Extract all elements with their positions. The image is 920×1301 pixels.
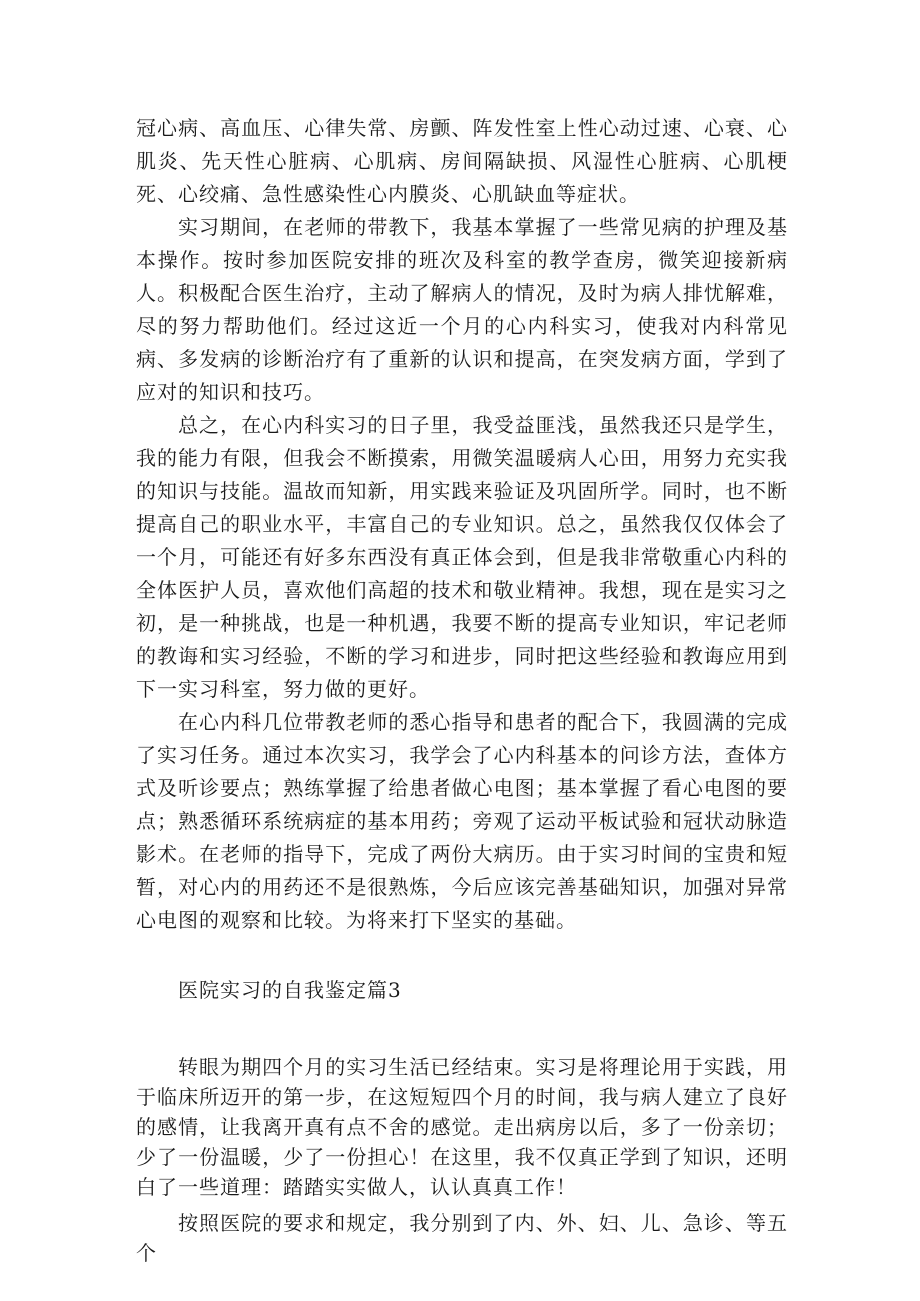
paragraph-internship-period: 实习期间，在老师的带教下，我基本掌握了一些常见病的护理及基本操作。按时参加医院安排的班次及科室的教学查房，微笑迎接新病人。积极配合医生治疗，主动了解病人的情况，及时为病人排忧解难，尽的努力帮助他们。经过这近一个月的心内科实习，使我对内科常见病、多发病的诊断治疗有了重新的认识和提高，在突发病方面，学到了应对的知识和技巧。 <box>136 215 788 404</box>
paragraph-four-months: 转眼为期四个月的实习生活已经结束。实习是将理论用于实践，用于临床所迈开的第一步，在这短短四个月的时间，我与病人建立了良好的感情，让我离开真有点不舍的感觉。走出病房以后，多了一份亲切；少了一份温暖，少了一份担心！在这里，我不仅真正学到了知识，还明白了一些道理：踏踏实实做人，认认真真工作！ <box>136 1055 788 1199</box>
document-body <box>136 112 788 1268</box>
paragraph-symptom-list: 冠心病、高血压、心律失常、房颤、阵发性室上性心动过速、心衰、心肌炎、先天性心脏病、心肌病、房间隔缺损、风湿性心脏病、心肌梗死、心绞痛、急性感染性心内膜炎、心肌缺血等症状。 <box>136 116 788 206</box>
paragraph-hospital-rules: 按照医院的要求和规定，我分别到了内、外、妇、儿、急诊、等五个 <box>136 1211 788 1265</box>
paragraph-summary: 总之，在心内科实习的日子里，我受益匪浅，虽然我还只是学生，我的能力有限，但我会不断摸索，用微笑温暖病人心田，用努力充实我的知识与技能。温故而知新，用实践来验证及巩固所学。同时，也不断提高自己的职业水平，丰富自己的专业知识。总之，虽然我仅仅体会了一个月，可能还有好多东西没有真正体会到，但是我非常敬重心内科的全体医护人员，喜欢他们高超的技术和敬业精神。我想，现在是实习之初，是一种挑战，也是一种机遇，我要不断的提高专业知识，牢记老师的教诲和实习经验，不断的学习和进步，同时把这些经验和教诲应用到下一实习科室，努力做的更好。 <box>136 413 788 701</box>
section-title: 医院实习的自我鉴定篇3 <box>178 978 402 1002</box>
paragraph-completion: 在心内科几位带教老师的悉心指导和患者的配合下，我圆满的完成了实习任务。通过本次实习，我学会了心内科基本的问诊方法，查体方式及听诊要点；熟练掌握了给患者做心电图；基本掌握了看心电图的要点；熟悉循环系统病症的基本用药；旁观了运动平板试验和冠状动脉造影术。在老师的指导下，完成了两份大病历。由于实习时间的宝贵和短暂，对心内的用药还不是很熟炼，今后应该完善基础知识，加强对异常心电图的观察和比较。为将来打下坚实的基础。 <box>136 710 788 932</box>
